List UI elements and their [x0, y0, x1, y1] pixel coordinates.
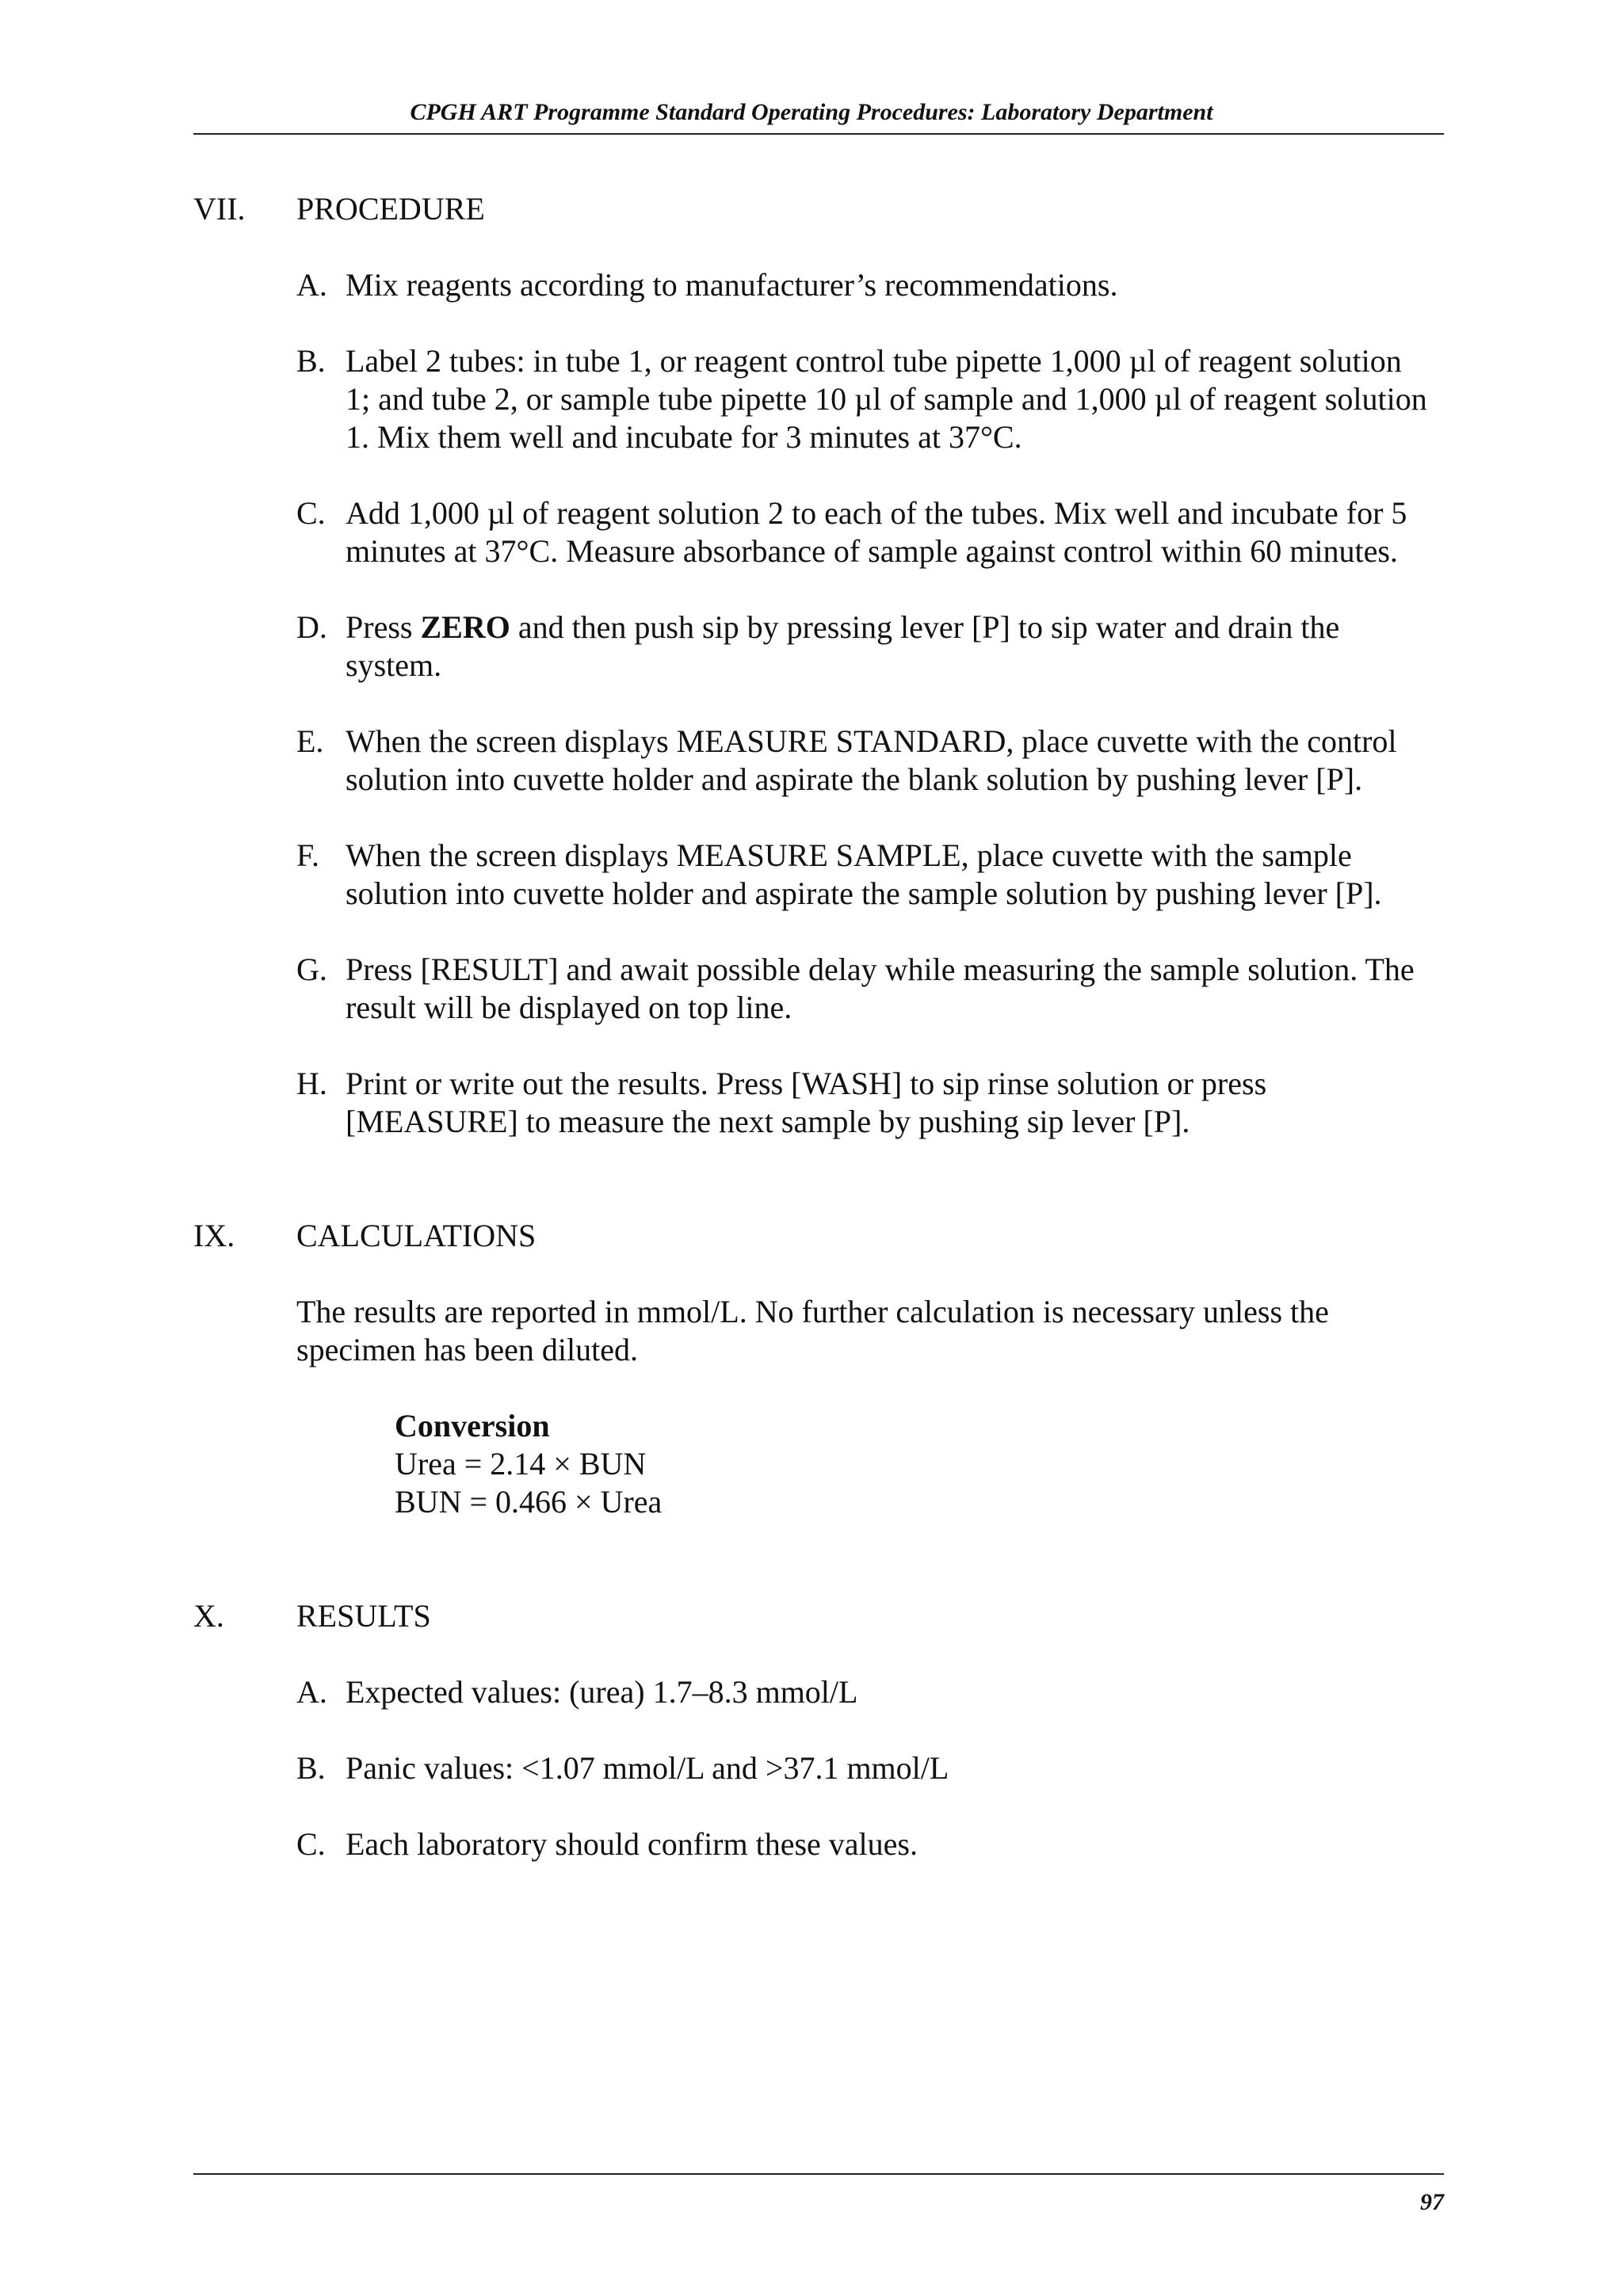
section-number: X. [193, 1598, 224, 1634]
step-marker: D. [296, 609, 327, 645]
step-text-after: and then push sip by pressing lever [P] to sip water and drain the system. [346, 609, 1340, 683]
step-text-before: Press [346, 609, 421, 645]
item-text: Expected values: (urea) 1.7–8.3 mmol/L [346, 1674, 858, 1710]
footer-rule [193, 2173, 1444, 2175]
step-text-bold: ZERO [420, 609, 510, 645]
procedure-step-f [296, 837, 1430, 913]
step-marker: E. [296, 723, 324, 759]
procedure-step-h [296, 1065, 1430, 1141]
section-title: CALCULATIONS [296, 1218, 537, 1253]
item-text: Each laboratory should confirm these values. [346, 1826, 918, 1862]
running-header: CPGH ART Programme Standard Operating Procedures: Laboratory Department [410, 99, 1213, 125]
page-number: 97 [1420, 2189, 1444, 2215]
step-text: When the screen displays MEASURE SAMPLE, place cuvette with the sample solution into cuvette holder and aspirate the sample solution by pushing lever [P]. [346, 837, 1382, 911]
section-number: IX. [193, 1218, 235, 1253]
step-marker: G. [296, 952, 327, 987]
item-text: Panic values: <1.07 mmol/L and >37.1 mmol/L [346, 1750, 949, 1786]
results-item-c [296, 1825, 1430, 1863]
conversion-line: BUN = 0.466 × Urea [395, 1484, 663, 1520]
step-marker: F. [296, 837, 320, 873]
procedure-step-e [296, 723, 1430, 799]
step-text: Press [RESULT] and await possible delay while measuring the sample solution. The result will be displayed on top line. [346, 952, 1415, 1025]
results-item-b [296, 1749, 1430, 1787]
step-text: When the screen displays MEASURE STANDARD, place cuvette with the control solution into cuvette holder and aspirate the blank solution by pushing lever [P]. [346, 723, 1397, 797]
calculations-paragraph: The results are reported in mmol/L. No further calculation is necessary unless the specimen has been diluted. [296, 1294, 1329, 1367]
procedure-step-g [296, 951, 1430, 1027]
results-item-a [296, 1673, 1430, 1711]
procedure-step-d [296, 608, 1430, 685]
step-marker: A. [296, 267, 327, 303]
section-number: VII. [193, 191, 246, 227]
results-list [296, 1673, 1430, 1863]
step-text: Mix reagents according to manufacturer’s recommendations. [346, 267, 1118, 303]
procedure-step-c [296, 494, 1430, 570]
item-marker: B. [296, 1750, 326, 1786]
section-calculations [193, 1217, 1430, 1521]
section-title: PROCEDURE [296, 191, 485, 227]
header-rule [193, 133, 1444, 135]
item-marker: C. [296, 1826, 326, 1862]
section-title: RESULTS [296, 1598, 431, 1634]
step-text: Print or write out the results. Press [WASH] to sip rinse solution or press [MEASURE] to measure the next sample by pushing sip lever [P]. [346, 1066, 1267, 1139]
step-text: Label 2 tubes: in tube 1, or reagent control tube pipette 1,000 µl of reagent solution 1; and tube 2, or sample tube pipette 10 µl of sample and 1,000 µl of reagent solution 1. Mix them well and incubate for 3 minutes at 37°C. [346, 343, 1427, 455]
conversion-line: Urea = 2.14 × BUN [395, 1446, 647, 1482]
item-marker: A. [296, 1674, 327, 1710]
section-procedure [193, 190, 1430, 1141]
step-marker: H. [296, 1066, 327, 1101]
procedure-step-a [296, 266, 1430, 304]
procedure-steps [296, 266, 1430, 1141]
section-results [193, 1597, 1430, 1863]
conversion-title: Conversion [395, 1408, 550, 1444]
conversion-block [395, 1407, 1430, 1521]
procedure-step-b [296, 342, 1430, 456]
step-marker: B. [296, 343, 326, 379]
step-marker: C. [296, 495, 326, 531]
document-body [193, 190, 1430, 1863]
step-text: Add 1,000 µl of reagent solution 2 to each of the tubes. Mix well and incubate for 5 minutes at 37°C. Measure absorbance of sample against control within 60 minutes. [346, 495, 1407, 569]
